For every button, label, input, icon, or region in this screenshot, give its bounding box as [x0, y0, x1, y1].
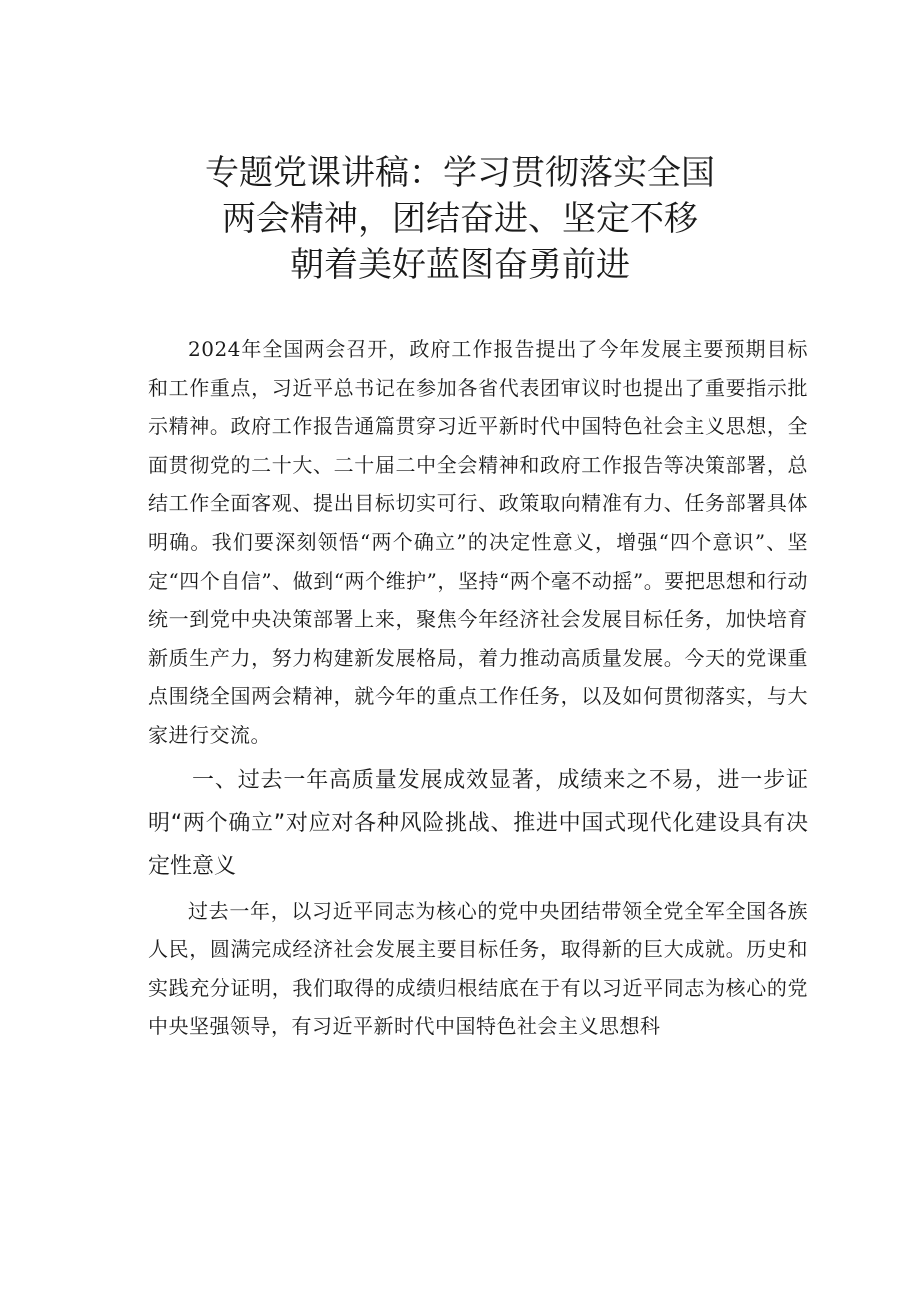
document-body	[148, 330, 808, 1046]
section-heading: 一、过去一年高质量发展成效显著，成绩来之不易，进一步证明“两个确立”对应对各种风险挑战、推进中国式现代化建设具有决定性意义	[148, 767, 808, 879]
intro-paragraph: 2024年全国两会召开，政府工作报告提出了今年发展主要预期目标和工作重点，习近平总书记在参加各省代表团审议时也提出了重要指示批示精神。政府工作报告通篇贯穿习近平新时代中国特色社会主义思想，全面贯彻党的二十大、二十届二中全会精神和政府工作报告等决策部署，总结工作全面客观、提出目标切实可行、政策取向精准有力、任务部署具体明确。我们要深刻领悟“两个确立”的决定性意义，增强“四个意识”、坚定“四个自信”、做到“两个维护”，坚持“两个毫不动摇”。要把思想和行动统一到党中央决策部署上来，聚焦今年经济社会发展目标任务，加快培育新质生产力，努力构建新发展格局，着力推动高质量发展。今天的党课重点围绕全国两会精神，就今年的重点工作任务，以及如何贯彻落实，与大家进行交流。	[148, 337, 808, 747]
title-line-1: 专题党课讲稿：学习贯彻落实全国	[205, 153, 715, 193]
document-title	[100, 150, 820, 288]
title-line-2: 两会精神，团结奋进、坚定不移	[222, 199, 698, 239]
section-paragraph: 过去一年，以习近平同志为核心的党中央团结带领全党全军全国各族人民，圆满完成经济社会发展主要目标任务，取得新的巨大成就。历史和实践充分证明，我们取得的成绩归根结底在于有以习近平同志为核心的党中央坚强领导，有习近平新时代中国特色社会主义思想科	[148, 898, 808, 1039]
title-line-3: 朝着美好蓝图奋勇前进	[290, 245, 630, 285]
